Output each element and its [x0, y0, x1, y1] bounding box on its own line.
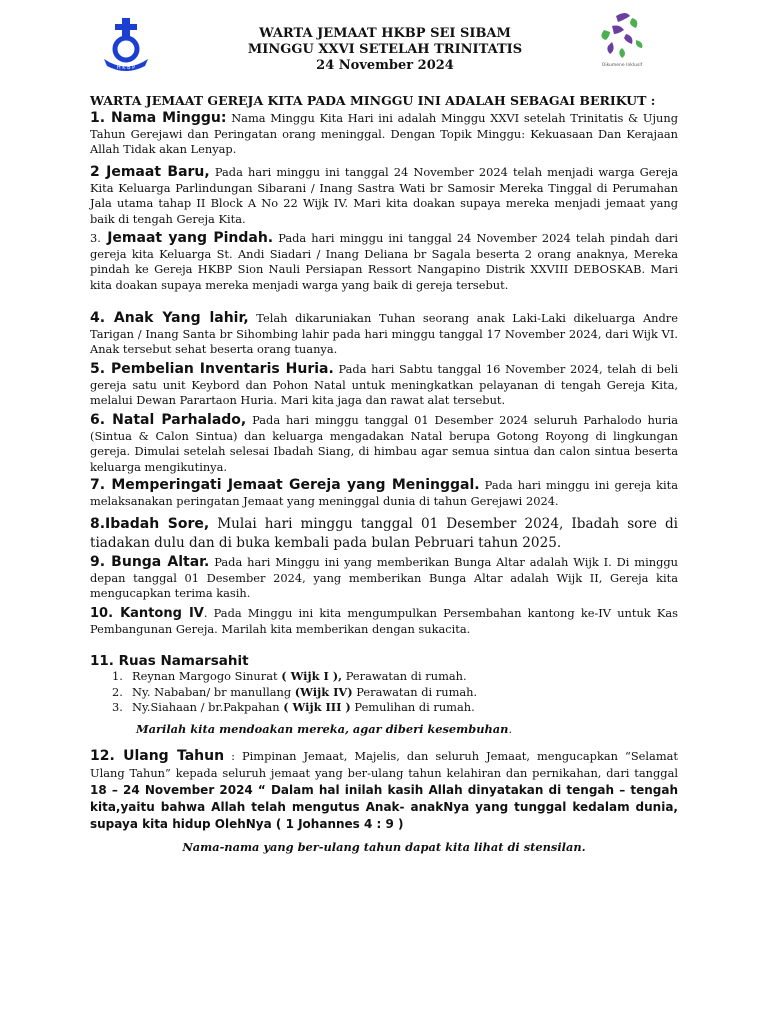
section-body: Pada hari minggu ini tanggal 24 November 2024 telah menjadi warga Gereja Kita Keluarga Parlindungan Sibarani / Inang Sastra Wati br Samosir Mereka Tinggal di Perumahan Jala utama tahap II Block A No 22 Wijk IV. Mari kita doakan supaya mereka menjadi jemaat yang baik di tengah Gereja Kita. [90, 165, 678, 226]
section-body: Pada hari Minggu ini yang memberikan Bunga Altar adalah Wijk I. Di minggu depan tanggal 01 Desember 2024, yang memberikan Bunga Altar adalah Wijk II, Gereja kita mengucapkan terima kasih. [90, 555, 678, 601]
header-title: WARTA JEMAAT HKBP SEI SIBAM [259, 26, 511, 41]
list-item [112, 669, 477, 685]
section-kantong-iv [90, 606, 678, 637]
oikumene-logo-icon [596, 10, 648, 72]
prayer-line [136, 722, 512, 736]
section-heading: 9. Bunga Altar. [90, 554, 210, 570]
hkbp-logo-text: H K B P [116, 65, 136, 71]
header-date: 24 November 2024 [316, 58, 454, 73]
section-jemaat-pindah [90, 231, 678, 293]
section-body: Nama Minggu Kita Hari ini adalah Minggu XXVI setelah Trinitatis & Ujung Tahun Gerejawi dan Peringatan orang meninggal. Dengan Topik Minggu: Kekuasaan Dan Kerajaan Allah Tidak akan Lenyap. [90, 111, 678, 157]
list-item [112, 700, 477, 716]
header-subtitle: MINGGU XXVI SETELAH TRINITATIS [247, 42, 523, 57]
prayer-end: . [508, 722, 513, 736]
section-peringatan [90, 478, 678, 509]
section-heading: 12. Ulang Tahun [90, 748, 225, 764]
list-number: 1. [112, 669, 123, 683]
document-header [190, 26, 580, 74]
section-heading: Jemaat yang Pindah. [100, 230, 274, 246]
list-note: Pemulihan di rumah. [350, 700, 475, 715]
list-wijk: ( Wijk I ), [281, 669, 343, 683]
section-heading: 2 Jemaat Baru, [90, 164, 210, 180]
section-heading: 10. Kantong IV [90, 606, 204, 621]
hkbp-logo-icon [101, 16, 151, 72]
section-body: : Pimpinan Jemaat, Majelis, dan seluruh Jemaat, mengucapkan “Selamat Ulang Tahun” kepada seluruh jemaat yang ber-ulang tahun kelahiran dan pernikahan, dari tanggal [90, 749, 678, 780]
section-heading: 1. Nama Minggu: [90, 110, 227, 126]
section-body: Pada hari minggu ini gereja kita melaksanakan peringatan Jemaat yang meninggal dunia di tahun Gerejawi 2024. [90, 478, 678, 508]
list-number: 2. [112, 684, 123, 699]
section-ruas-namarsahit-heading: 11. Ruas Namarsahit [90, 653, 249, 669]
list-name: Reynan Margogo Sinurat [132, 669, 282, 683]
section-body: Telah dikaruniakan Tuhan seorang anak Laki-Laki dikeluarga Andre Tarigan / Inang Santa br Sihombing lahir pada hari minggu tanggal 17 November 2024, dari Wijk VI. Anak tersebut sehat beserta orang tuanya. [90, 311, 678, 357]
section-body: Pada hari Sabtu tanggal 16 November 2024, telah di beli gereja satu unit Keybord dan Pohon Natal untuk meningkatkan pelayanan di tengah Gereja Kita, melalui Dewan Parartaon Huria. Mari kita jaga dan rawat alat tersebut. [90, 362, 678, 408]
section-ulang-tahun [90, 748, 678, 833]
section-heading: 5. Pembelian Inventaris Huria. [90, 361, 334, 377]
section-body: Pada hari minggu ini tanggal 24 November 2024 telah pindah dari gereja kita Keluarga St. Andi Siadari / Inang Deliana br Sagala beserta 2 orang anaknya, Mereka pindah ke Gereja HKBP Sion Nauli Persiapan Ressort Nangapino Distrik XXVIII DEBOSKAB. Mari kita doakan supaya mereka menjadi warga yang baik di gereja tersebut. [90, 231, 679, 292]
section-natal-parhalado [90, 413, 678, 475]
section-body: . Pada Minggu ini kita mengumpulkan Persembahan kantong ke-IV untuk Kas Pembangunan Gereja. Marilah kita memberikan dengan sukacita. [90, 606, 678, 636]
section-body: Pada hari minggu tanggal 01 Desember 2024 seluruh Parhalodo huria (Sintua & Calon Sintua) dan keluarga mengadakan Natal berupa Gotong Royong di lingkungan gereja. Dimulai setelah selesai Ibadah Siang, di himbau agar semua sintua dan calon sintua beserta keluarga mengikutinya. [90, 413, 679, 474]
oikumene-logo-text: Oikumene Inklusif [601, 63, 643, 68]
list-name: Ny.Siahaan / br.Pakpahan [132, 700, 284, 715]
prayer-text: Marilah kita mendoakan mereka, agar diberi kesembuhan [136, 722, 509, 736]
section-nama-minggu [90, 111, 678, 158]
list-number: 3. [112, 700, 123, 715]
section-body: Mulai hari minggu tanggal 01 Desember 2024, Ibadah sore di tiadakan dulu dan di buka kembali pada bulan Pebruari tahun 2025. [90, 516, 678, 551]
section-heading: 4. Anak Yang lahir, [90, 310, 249, 326]
section-inventaris [90, 362, 678, 409]
ruas-list [112, 669, 477, 716]
list-note: Perawatan di rumah. [352, 684, 478, 699]
section-jemaat-baru [90, 165, 678, 227]
footer-note: Nama-nama yang ber-ulang tahun dapat kita lihat di stensilan. [182, 840, 586, 854]
section-ibadah-sore [90, 515, 678, 553]
list-wijk: (Wijk IV) [294, 684, 353, 699]
list-wijk: ( Wijk III ) [283, 700, 351, 715]
lead-heading: WARTA JEMAAT GEREJA KITA PADA MINGGU INI ADALAH SEBAGAI BERIKUT : [90, 93, 656, 108]
list-note: Perawatan di rumah. [342, 669, 467, 683]
section-bold-verse: 18 – 24 November 2024 “ Dalam hal inilah kasih Allah dinyatakan di tengah – tengah kita,yaitu bahwa Allah telah mengutus Anak- anakNya yang tunggal kedalam dunia, supaya kita hidup OlehNya ( 1 Johannes 4 : 9 ) [90, 783, 678, 831]
section-heading: 7. Memperingati Jemaat Gereja yang Meninggal. [90, 477, 480, 493]
list-item [112, 685, 477, 701]
section-number: 3. [90, 231, 101, 245]
section-bunga-altar [90, 555, 678, 602]
list-name: Ny. Nababan/ br manullang [132, 684, 295, 699]
section-heading: 6. Natal Parhalado, [90, 412, 247, 428]
section-anak-lahir [90, 311, 678, 358]
section-heading: 8.Ibadah Sore, [90, 516, 210, 532]
